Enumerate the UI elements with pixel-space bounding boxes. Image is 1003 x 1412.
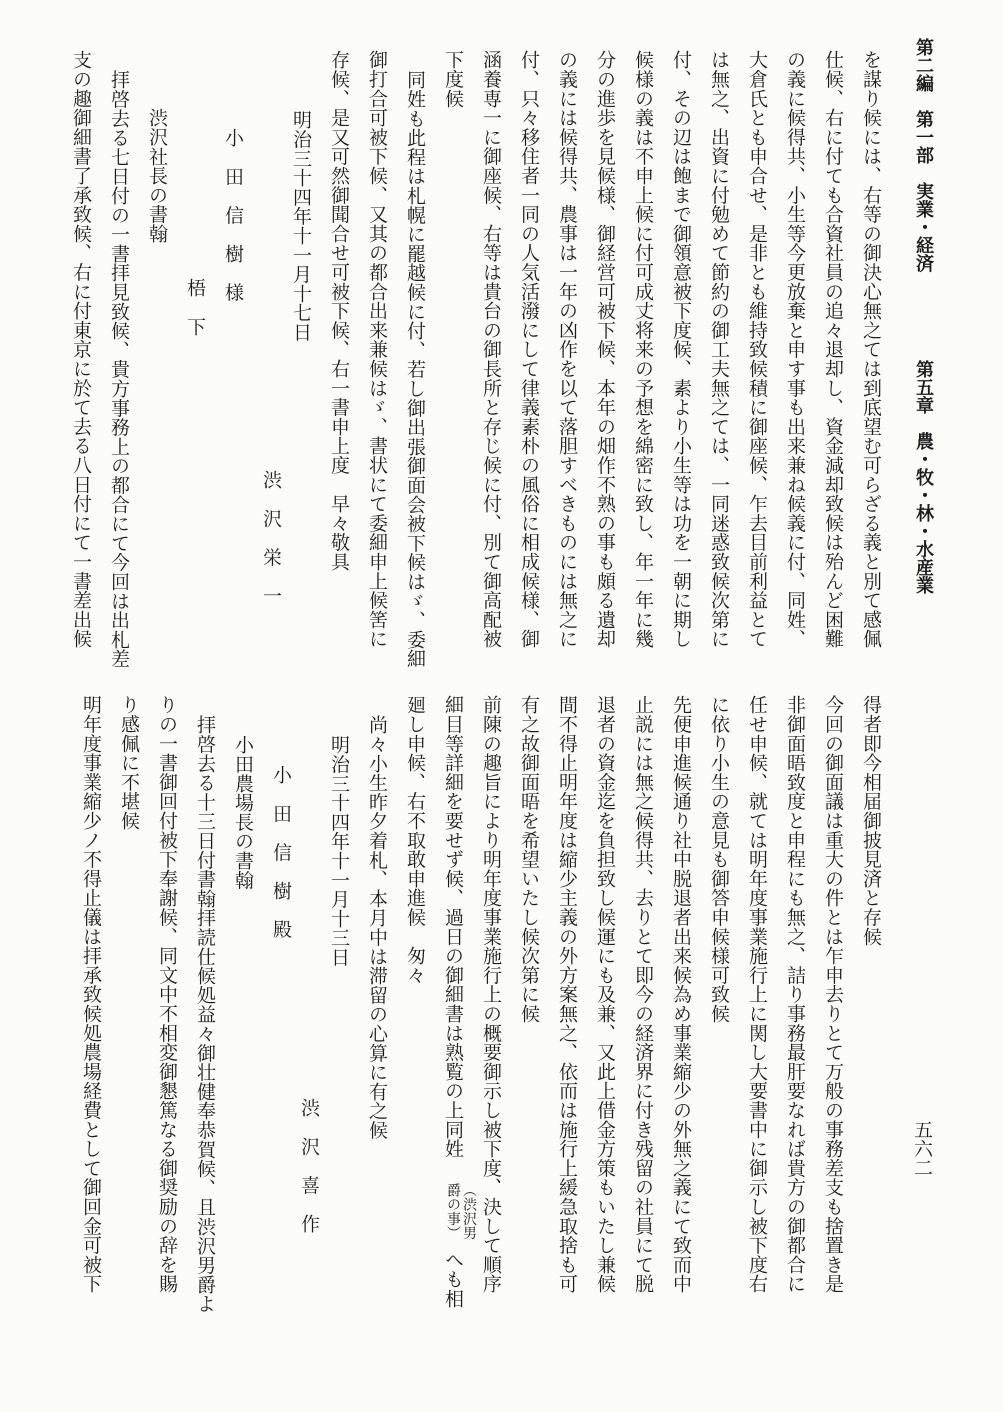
text-line: 涵養専一に御座候、右等は貴台の御長所と存じ候に付、別て御高配被: [480, 50, 502, 649]
letter-heading: 渋沢社長の書翰: [146, 108, 168, 244]
text-line: 尚々小生昨夕着札、本月中は滞留の心算に有之候: [366, 715, 388, 1140]
text-line: 支の趣御細書了承致候、右に付東京に於て去る八日付にて一書差出候: [70, 50, 92, 649]
text-line: に依り小生の意見も御答申候様可致候: [708, 695, 730, 1024]
text-line: 退者の資金迄を負担致し候運にも及兼、又此上借金方策もいたし兼候: [594, 695, 616, 1294]
text-line: 存候、是又可然御聞合せ可被下候、右一書申上度 早々敬具: [328, 50, 350, 572]
text-line: 仕候、右に付ても合資社員の追々退却し、資金減却致候は殆んど困難: [822, 50, 844, 649]
text-line: 得者即今相届御披見済と存候: [860, 695, 882, 946]
text-line: 廻し申候、右不取敢申進候 匆々: [404, 695, 426, 985]
letter-addressee: 小 田 信 樹 殿: [270, 765, 292, 939]
text-line: の義には候得共、農事は一年の凶作を以て落胆すべきものには無之に: [556, 50, 578, 649]
text-line: 大倉氏とも申合せ、是非とも維持致候積に御座候、乍去目前利益とて: [746, 50, 768, 649]
text-line: り感佩に不堪候: [118, 695, 140, 831]
text-line: の義に候得共、小生等今更放棄と申す事も出来兼ね候義に付、同姓、: [784, 50, 806, 649]
text-line: 細目等詳細を要せず候、過日の御細書は熟覧の上同姓: [442, 695, 464, 1159]
letter-signature: 渋 沢 栄 一: [260, 470, 282, 606]
text-line: 付、只々移住者一同の人気活潑にして律義素朴の風俗に相成候様、御: [518, 50, 540, 649]
text-line: 非御面晤致度と申程にも無之、詰り事務最肝要なれば貴方の御都合に: [784, 695, 806, 1294]
letter-date: 明治三十四年十一月十七日: [290, 110, 312, 342]
letter-honorific: 梧 下: [184, 278, 206, 336]
text-line: 有之故御面晤を希望いたし候次第に候: [518, 695, 540, 1024]
text-line: 下度候: [442, 50, 464, 108]
letter-signature: 渋 沢 喜 作: [298, 1098, 320, 1234]
text-line: へも相: [442, 1250, 464, 1308]
running-header-part: 第二編 第一部 実業・経済: [913, 38, 934, 272]
letter-heading: 小田農場長の書翰: [232, 735, 254, 890]
inline-note: 爵の事）: [445, 1183, 461, 1241]
text-line: 分の進歩を見候様、御経営可被下候、本年の畑作不熟の事も頗る遺却: [594, 50, 616, 649]
page-number: 五六二: [911, 1120, 933, 1177]
text-line: 間不得止明年度は縮少主義の外方案無之、依而は施行上緩急取捨も可: [556, 695, 578, 1294]
text-line: 拝啓去る七日付の一書拝見致候、貴方事務上の都合にて今回は出札差: [108, 70, 130, 669]
text-line: 止説には無之候得共、去りとて即今の経済界に付き残留の社員にて脱: [632, 695, 654, 1294]
running-header-chapter: 第五章 農・牧・林・水産業: [913, 360, 934, 594]
text-line: 任せ申候、就ては明年度事業施行上に関し大要書中に御示し被下度右: [746, 695, 768, 1294]
inline-note: （渋沢男: [461, 1183, 477, 1241]
text-line: を謀り候には、右等の御決心無之ては到底望む可らざる義と別て感佩: [860, 50, 882, 649]
text-line: 前陳の趣旨により明年度事業施行上の概要御示し被下度、決して順序: [480, 695, 502, 1294]
text-line: 拝啓去る十三日付書翰拝読仕候処益々御壮健奉恭賀候、且渋沢男爵よ: [194, 715, 216, 1314]
text-line: 御打合可被下候、又其の都合出来兼候はゞ、書状にて委細申上候筈に: [366, 50, 388, 649]
text-line: 明年度事業縮少ノ不得止儀は拝承致候処農場経費として御回金可被下: [80, 695, 102, 1294]
text-line: 先便申進候通り社中脱退者出来候為め事業縮少の外無之義にて致而中: [670, 695, 692, 1294]
text-line: 今回の御面議は重大の件とは乍申去りとて万般の事務差支も捨置き是: [822, 695, 844, 1294]
text-line: 候様の義は不申上候に付可成丈将来の予想を綿密に致し、年一年に幾: [632, 50, 654, 649]
text-line: 付、その辺は飽まで御領意被下度候、素より小生等は功を一朝に期し: [670, 50, 692, 649]
letter-addressee: 小 田 信 樹 様: [222, 128, 244, 302]
letter-date: 明治三十四年十一月十三日: [328, 735, 350, 967]
text-line: は無之、出資に付勉めて節約の御工夫無之ては、一同迷惑致候次第に: [708, 50, 730, 649]
text-line: 同姓も此程は札幌に罷越候に付、若し御出張御面会被下候はゞ、委細: [404, 70, 426, 669]
text-line: りの一書御回付被下奉謝候、同文中不相変御懇篤なる御奨励の辞を賜: [156, 695, 178, 1294]
